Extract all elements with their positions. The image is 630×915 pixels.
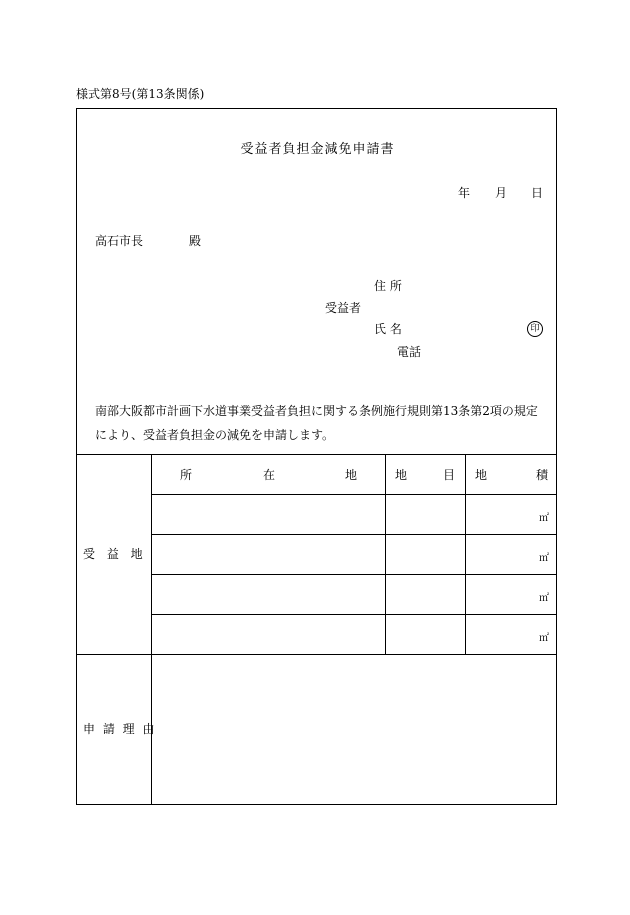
reason-label: 申 請 理 由	[83, 722, 157, 736]
area-unit: ㎡	[539, 593, 549, 604]
header-location-char-1: 所	[180, 468, 193, 482]
land-type-column-rule	[465, 454, 466, 654]
form-number-label: 様式第8号(第13条関係)	[76, 87, 205, 101]
date-month-label: 月	[495, 186, 508, 200]
area-unit: ㎡	[539, 553, 549, 564]
table-header-rule	[151, 494, 556, 495]
header-land-type-char-1: 地	[395, 468, 408, 482]
land-row-header: 受 益 地	[83, 547, 147, 561]
applicant-name-label: 氏 名	[374, 322, 402, 336]
declaration-text: 南部大阪都市計画下水道事業受益者負担に関する条例施行規則第13条第2項の規定により、受益者負担金の減免を申請します。	[95, 404, 538, 442]
land-section-top-rule	[77, 454, 556, 455]
table-row-rule	[151, 614, 556, 615]
header-location-char-2: 在	[263, 468, 276, 482]
form-title: 受益者負担金減免申請書	[240, 142, 395, 157]
applicant-address-label: 住 所	[374, 279, 402, 293]
date-day-label: 日	[531, 186, 544, 200]
area-unit: ㎡	[539, 513, 549, 524]
addressee-honorific: 殿	[189, 234, 202, 248]
label-column-rule	[151, 454, 152, 804]
application-form	[76, 108, 557, 805]
applicant-role-label: 受益者	[325, 301, 362, 315]
header-land-type-char-2: 目	[443, 468, 456, 482]
table-row-rule	[151, 534, 556, 535]
header-area-char-1: 地	[475, 468, 488, 482]
header-location-char-3: 地	[345, 468, 358, 482]
applicant-phone-label: 電話	[397, 345, 422, 359]
area-unit: ㎡	[539, 633, 549, 644]
location-column-rule	[385, 454, 386, 654]
reason-section-top-rule	[77, 654, 556, 655]
date-year-label: 年	[458, 186, 471, 200]
table-row-rule	[151, 574, 556, 575]
seal-mark: 印	[527, 321, 543, 337]
header-area-char-2: 積	[536, 468, 549, 482]
addressee-name: 高石市長	[95, 234, 144, 248]
